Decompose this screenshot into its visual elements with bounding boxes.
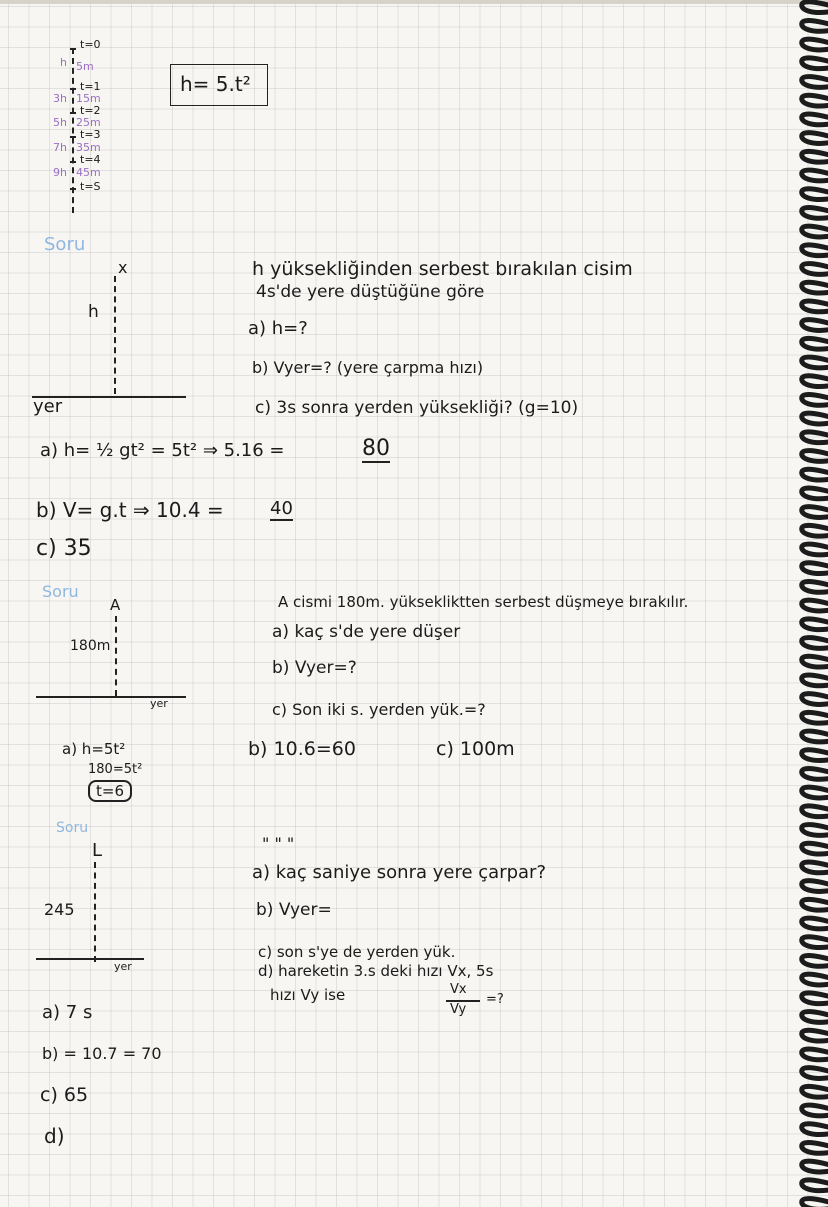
q2-fig-height: 180m (70, 638, 111, 654)
spiral-coil (802, 394, 828, 405)
timeline-tick-2: t=2 (80, 104, 101, 117)
spiral-coil (802, 638, 828, 649)
timeline-tick-5: t=S (80, 180, 101, 193)
spiral-coil (802, 245, 828, 256)
q1-prompt-line2: 4s'de yere düştüğüne göre (256, 282, 485, 302)
spiral-coil (802, 1030, 828, 1041)
spiral-coil (802, 1199, 828, 1207)
spiral-coil (802, 881, 828, 892)
spiral-coil (802, 563, 828, 574)
q2-tag: Soru (42, 582, 79, 601)
q3-answer-b: b) = 10.7 = 70 (42, 1044, 162, 1063)
timeline-dist-9h: 9h (53, 166, 67, 179)
timeline-tick-mark (70, 88, 76, 90)
spiral-coil (802, 1086, 828, 1097)
q1-answer-b-result: 40 (270, 498, 293, 519)
spiral-coil (802, 114, 828, 125)
spiral-coil (802, 507, 828, 518)
q1-fig-ground-label: yer (33, 396, 63, 417)
spiral-coil (802, 95, 828, 106)
q3-frac-end: =? (486, 992, 504, 1007)
q1-tag: Soru (44, 234, 86, 255)
spiral-coil (802, 376, 828, 387)
q3-fig-height: 245 (44, 900, 75, 919)
spiral-coil (802, 525, 828, 536)
spiral-coil (802, 1068, 828, 1079)
spiral-coil (802, 413, 828, 424)
spiral-coil (802, 451, 828, 462)
spiral-coil (802, 1049, 828, 1060)
spiral-coil (802, 1180, 828, 1191)
q2-fig-ground-label: yer (150, 697, 168, 710)
spiral-coil (802, 955, 828, 966)
timeline-dist-35m: 35m (76, 141, 101, 154)
timeline-tick-mark (70, 161, 76, 163)
spiral-coil (802, 226, 828, 237)
spiral-coil (802, 619, 828, 630)
spiral-binding (794, 0, 828, 1207)
timeline-dist-45m: 45m (76, 166, 101, 179)
q2-answer-c: c) 100m (436, 738, 515, 760)
spiral-coil (802, 488, 828, 499)
q1-answer-a: a) h= ½ gt² = 5t² ⇒ 5.16 = (40, 440, 285, 461)
q3-part-d-line1: d) hareketin 3.s deki hızı Vx, 5s (258, 962, 494, 980)
timeline-tick-mark (70, 112, 76, 114)
spiral-coil (802, 825, 828, 836)
timeline-dist-5h: 5h (53, 116, 67, 129)
q3-part-a: a) kaç saniye sonra yere çarpar? (252, 862, 547, 883)
timeline-dist-25m: 25m (76, 116, 101, 129)
spiral-coil (802, 544, 828, 555)
spiral-coil (802, 301, 828, 312)
spiral-coil (802, 1105, 828, 1116)
q3-part-b: b) Vyer= (256, 900, 332, 920)
q3-tag: Soru (56, 820, 89, 836)
formula-text: h= 5.t² (180, 72, 251, 96)
q3-answer-a: a) 7 s (42, 1002, 93, 1023)
q3-part-d-line2: hızı Vy ise (270, 986, 346, 1004)
q2-fig-height-line (115, 616, 117, 696)
q1-part-a: a) h=? (248, 318, 308, 339)
spiral-coil (802, 806, 828, 817)
q2-answer-b: b) 10.6=60 (248, 738, 356, 760)
spiral-coil (802, 20, 828, 31)
timeline-tick-0: t=0 (80, 38, 101, 51)
spiral-coil (802, 675, 828, 686)
spiral-coil (802, 974, 828, 985)
spiral-coil (802, 151, 828, 162)
q1-fig-height-line (114, 276, 116, 394)
q3-fig-ground-label: yer (114, 960, 132, 973)
spiral-coil (802, 264, 828, 275)
spiral-coil (802, 338, 828, 349)
timeline-dist-h: h (60, 56, 67, 69)
spiral-coil (802, 39, 828, 50)
spiral-coil (802, 712, 828, 723)
spiral-coil (802, 843, 828, 854)
q2-part-b: b) Vyer=? (272, 658, 357, 678)
q3-ditto-marks: " " " (262, 834, 295, 853)
timeline-tick-mark (70, 136, 76, 138)
q1-fig-x: x (118, 258, 128, 277)
spiral-coil (802, 581, 828, 592)
spiral-coil (802, 862, 828, 873)
q2-fig-label: A (110, 596, 121, 614)
q2-answer-a-line2: 180=5t² (88, 762, 143, 777)
q1-part-c: c) 3s sonra yerden yüksekliği? (g=10) (255, 398, 579, 418)
spiral-coil (802, 77, 828, 88)
q2-part-c: c) Son iki s. yerden yük.=? (272, 700, 486, 719)
spiral-coil (802, 899, 828, 910)
q3-frac-den: Vy (450, 1002, 467, 1017)
page-top-edge (0, 0, 828, 4)
timeline-dist-15m: 15m (76, 92, 101, 105)
spiral-coil (802, 787, 828, 798)
timeline-tick-1: t=1 (80, 80, 101, 93)
timeline-tick-mark (70, 48, 76, 50)
spiral-coil (802, 2, 828, 13)
q3-answer-c: c) 65 (40, 1084, 89, 1106)
spiral-coil (802, 937, 828, 948)
spiral-coil (802, 656, 828, 667)
timeline-dist-7h: 7h (53, 141, 67, 154)
timeline-tick-mark (70, 188, 76, 190)
spiral-coil (802, 189, 828, 200)
q1-answer-c: c) 35 (36, 536, 92, 561)
spiral-coil (802, 600, 828, 611)
spiral-coil (802, 320, 828, 331)
q3-part-c: c) son s'ye de yerden yük. (258, 943, 456, 961)
q3-fig-height-line (94, 862, 96, 962)
spiral-coil (802, 731, 828, 742)
spiral-coil (802, 694, 828, 705)
q3-fig-top-mark: ᒪ (92, 840, 103, 861)
q2-answer-a-line1: a) h=5t² (62, 740, 126, 758)
spiral-coil (802, 1142, 828, 1153)
spiral-coil (802, 1124, 828, 1135)
timeline-dist-3h: 3h (53, 92, 67, 105)
q1-answer-a-result: 80 (362, 436, 390, 461)
timeline-tick-4: t=4 (80, 153, 101, 166)
spiral-coil (802, 58, 828, 69)
spiral-coil (802, 432, 828, 443)
spiral-coil (802, 357, 828, 368)
spiral-coil (802, 768, 828, 779)
spiral-coil (802, 133, 828, 144)
q1-part-b: b) Vyer=? (yere çarpma hızı) (252, 358, 484, 377)
spiral-coil (802, 282, 828, 293)
spiral-coil (802, 1012, 828, 1023)
spiral-coil (802, 469, 828, 480)
q1-fig-h: h (88, 302, 99, 322)
spiral-coil (802, 170, 828, 181)
spiral-coil (802, 918, 828, 929)
q2-answer-a-result: t=6 (88, 780, 132, 802)
q3-frac-num: Vx (450, 982, 467, 997)
q3-answer-d: d) (44, 1124, 65, 1148)
q2-part-a: a) kaç s'de yere düşer (272, 622, 461, 642)
q1-prompt-line1: h yüksekliğinden serbest bırakılan cisim (252, 258, 633, 280)
spiral-coil (802, 1161, 828, 1172)
spiral-coil (802, 993, 828, 1004)
spiral-coil (802, 207, 828, 218)
spiral-coil (802, 750, 828, 761)
timeline-tick-3: t=3 (80, 128, 101, 141)
q2-prompt: A cismi 180m. yüksekliktten serbest düşmeye bırakılır. (278, 593, 689, 611)
timeline-dist-5m: 5m (76, 60, 94, 73)
q1-answer-b: b) V= g.t ⇒ 10.4 = (36, 498, 224, 522)
